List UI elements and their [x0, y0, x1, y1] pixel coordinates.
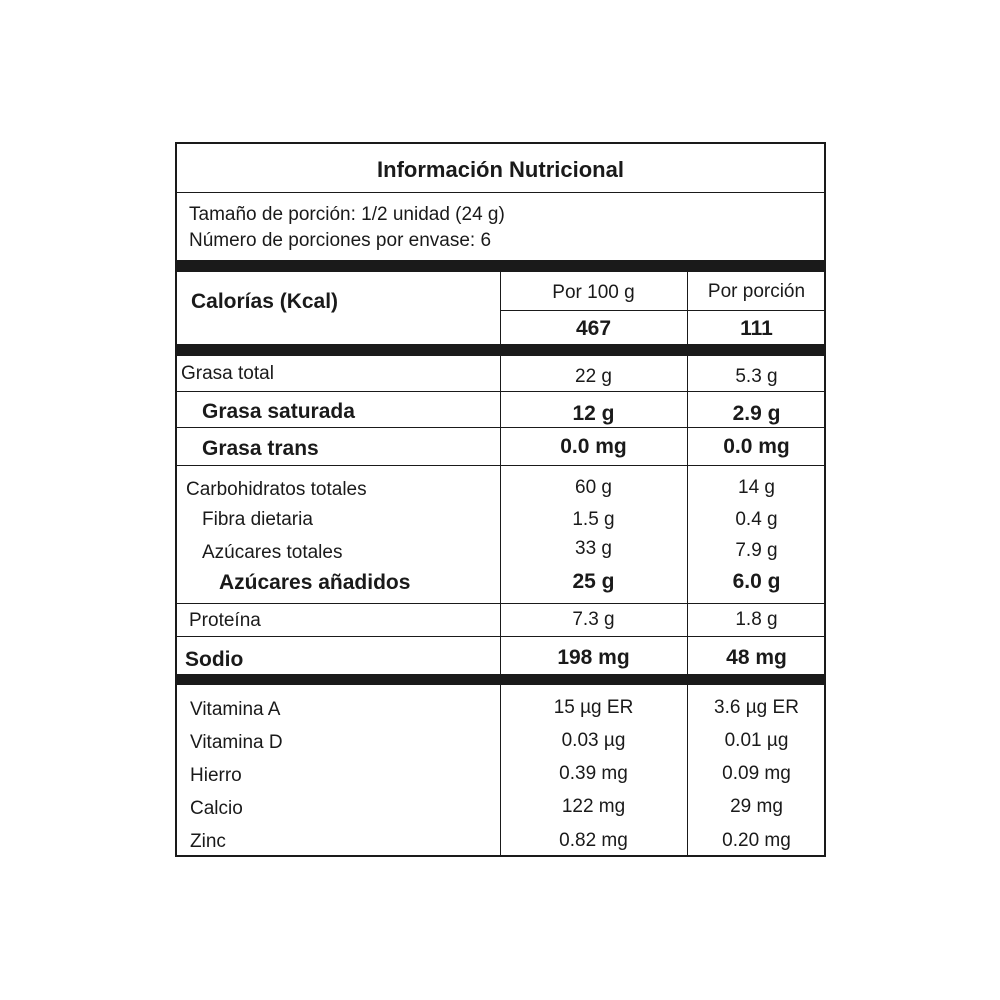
nutrient-per-100g: 22 g: [575, 366, 612, 387]
nutrient-name: Proteína: [189, 610, 261, 631]
nutrient-per-serving: 0.0 mg: [723, 435, 790, 458]
nutrient-name: Fibra dietaria: [202, 509, 313, 530]
nutrient-per-100g: 1.5 g: [572, 509, 615, 530]
label-title: Información Nutricional: [377, 157, 624, 182]
nutrient-per-serving: 6.0 g: [732, 570, 781, 593]
nutrient-per-serving: 7.9 g: [735, 540, 778, 561]
vitamin-name: Vitamina D: [190, 732, 283, 753]
vitamin-name: Hierro: [190, 765, 242, 786]
divider: [177, 192, 824, 193]
nutrient-per-serving: 2.9 g: [732, 402, 781, 425]
nutrient-per-100g: 25 g: [572, 570, 615, 593]
nutrient-name: Grasa trans: [202, 437, 319, 460]
calories-per-100g: 467: [575, 317, 612, 340]
vitamin-per-100g: 0.03 µg: [561, 730, 626, 751]
col-header-per-serving: Por porción: [707, 281, 806, 302]
vitamin-per-serving: 0.01 µg: [724, 730, 789, 751]
serving-size: Tamaño de porción: 1/2 unidad (24 g): [189, 204, 505, 225]
nutrient-name: Azúcares totales: [202, 542, 343, 563]
nutrient-name: Azúcares añadidos: [219, 571, 411, 594]
nutrient-per-serving: 1.8 g: [735, 609, 778, 630]
nutrient-per-serving: 48 mg: [726, 646, 787, 669]
vitamin-name: Zinc: [190, 831, 226, 852]
servings-per-container: Número de porciones por envase: 6: [189, 230, 492, 251]
thick-divider: [177, 260, 824, 272]
nutrient-per-serving: 0.4 g: [735, 509, 778, 530]
nutrition-facts-table: [175, 142, 826, 857]
divider: [500, 310, 824, 311]
vitamin-per-100g: 0.82 mg: [559, 830, 628, 851]
calories-per-serving: 111: [740, 317, 773, 340]
vitamin-per-serving: 29 mg: [730, 796, 783, 817]
nutrient-per-100g: 0.0 mg: [560, 435, 627, 458]
nutrient-per-100g: 198 mg: [557, 646, 630, 669]
vitamin-per-100g: 0.39 mg: [559, 763, 628, 784]
nutrient-per-serving: 5.3 g: [735, 366, 778, 387]
nutrient-per-100g: 12 g: [572, 402, 615, 425]
vitamin-name: Calcio: [190, 798, 243, 819]
vitamin-per-serving: 3.6 µg ER: [714, 697, 799, 718]
vitamin-per-100g: 122 mg: [561, 796, 626, 817]
nutrient-per-100g: 60 g: [575, 477, 612, 498]
nutrient-name: Grasa saturada: [202, 400, 355, 423]
col-header-per-100g: Por 100 g: [552, 282, 635, 303]
nutrient-name: Sodio: [185, 648, 244, 671]
nutrient-per-100g: 7.3 g: [572, 609, 615, 630]
calories-label: Calorías (Kcal): [191, 290, 339, 313]
vitamin-name: Vitamina A: [190, 699, 281, 720]
vitamin-per-serving: 0.20 mg: [722, 830, 791, 851]
nutrient-name: Grasa total: [181, 363, 274, 384]
nutrient-per-serving: 14 g: [738, 477, 775, 498]
nutrient-per-100g: 33 g: [575, 538, 612, 559]
vitamin-per-serving: 0.09 mg: [722, 763, 791, 784]
nutrient-name: Carbohidratos totales: [186, 479, 367, 500]
vitamin-per-100g: 15 µg ER: [553, 697, 634, 718]
